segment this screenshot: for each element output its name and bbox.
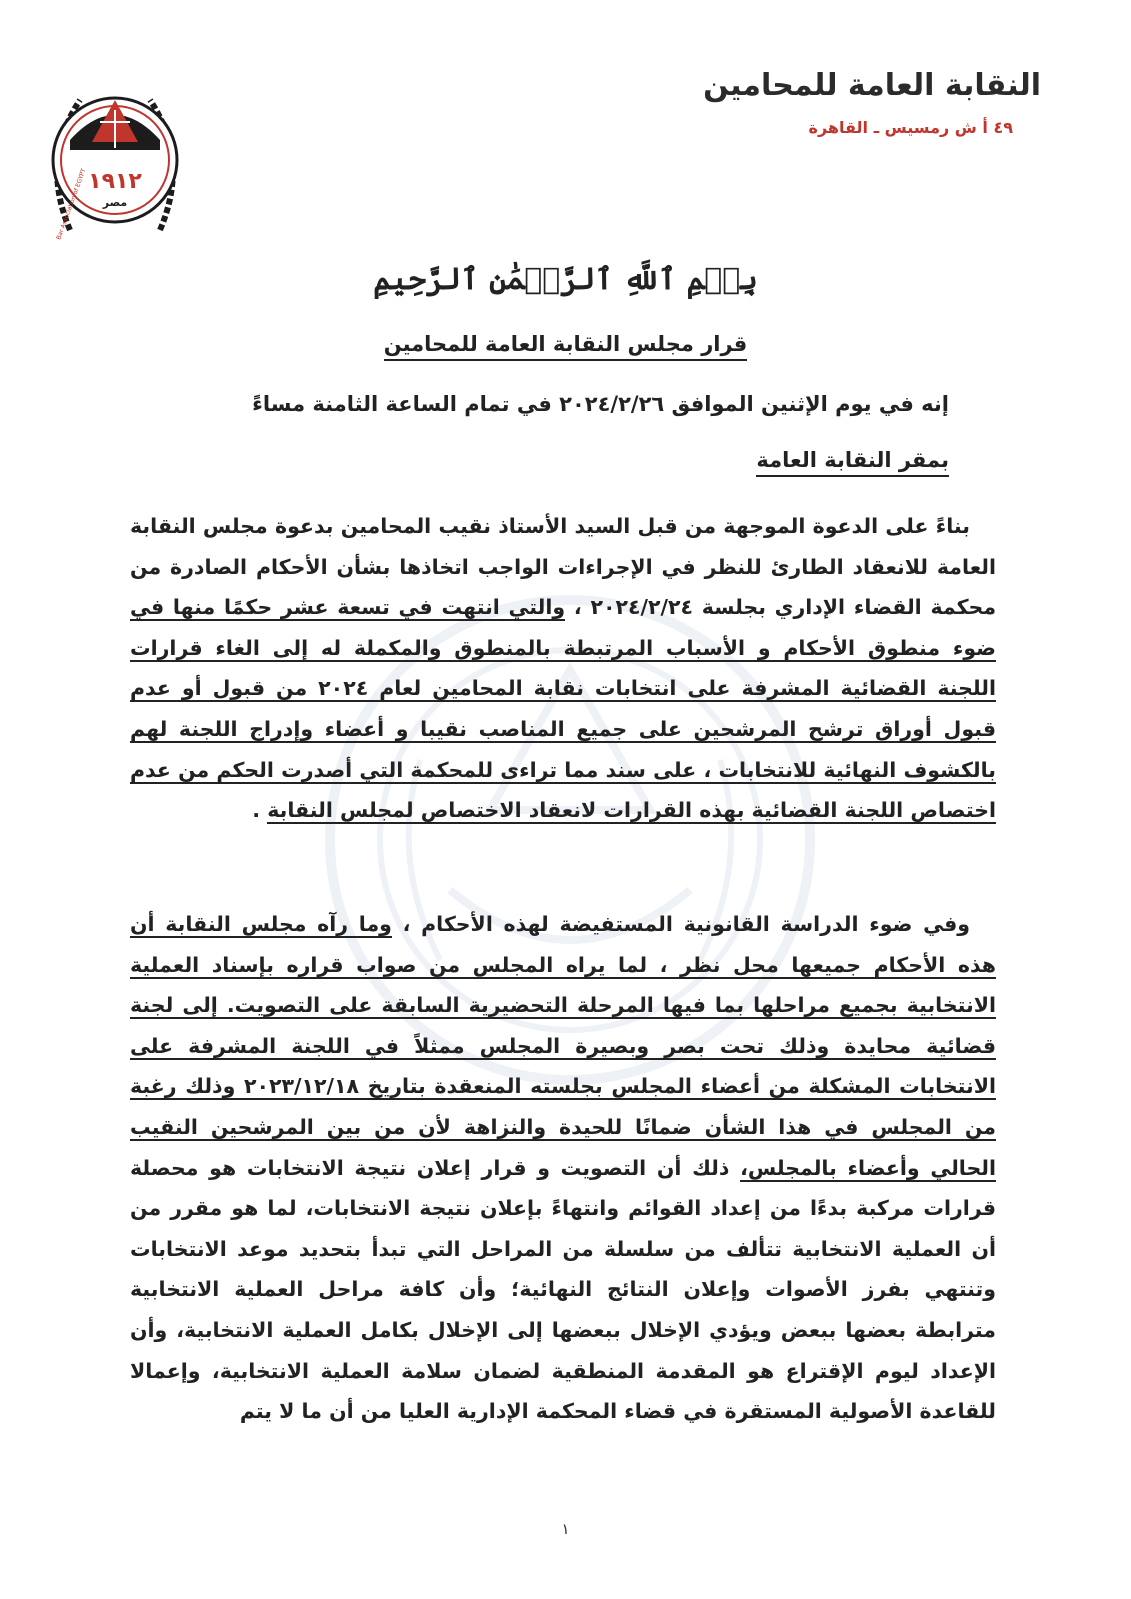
logo-country: مصر [102,196,128,209]
document-title-text: قرار مجلس النقابة العامة للمحامين [384,332,748,361]
logo-year: ١٩١٢ [88,169,142,194]
paragraph-2-rest: ذلك أن التصويت و قرار إعلان نتيجة الانتخابات هو محصلة قرارات مركبة بدءًا من إعداد القوائم وانتهاءً بإعلان نتيجة الانتخابات، لما هو مقرر من أن العملية الانتخابية تتألف من سلسلة من المراحل التي تبدأ بتحديد موعد الانتخابات وتنتهي بفرز الأصوات وإعلان النتائج النهائية؛ وأن كافة مراحل العملية الانتخابية مترابطة بعضها ببعض ويؤدي الإخلال ببعضها إلى الإخلال بكامل العملية الانتخابية، وأن الإعداد ليوم الإقتراع هو المقدمة المنطقية لضمان سلامة العملية الانتخابية، وإعمالا للقاعدة الأصولية المستقرة في قضاء المحكمة الإدارية العليا من أن ما لا يتم [130,1155,996,1424]
meeting-date-line: إنه في يوم الإثنين الموافق ٢٠٢٤/٢/٢٦ في تمام الساعة الثامنة مساءً [252,392,949,416]
paragraph-2 [130,904,996,1432]
organization-name: النقابة العامة للمحامين [703,68,1041,103]
meeting-location [549,448,949,472]
paragraph-2-plain: وفي ضوء الدراسة القانونية المستفيضة لهذه الأحكام ، [391,912,970,936]
paragraph-1-plain: بناءً على الدعوة الموجهة من قبل السيد الأستاذ نقيب المحامين بدعوة مجلس النقابة العامة للانعقاد الطارئ للنظر في الإجراءات الواجب اتخاذها بشأن الأحكام الصادرة من محكمة القضاء الإداري بجلسة ٢٠٢٤/٢/٢٤ ، [130,514,997,620]
basmala: بِسۡمِ ٱللَّهِ ٱلرَّحۡمَٰنِ ٱلرَّحِيمِ [373,262,758,297]
logo-ring-text: Bar Association of EGYPT [55,167,88,241]
meeting-location-text: بمقر النقابة العامة [756,448,949,477]
bar-association-logo [40,70,190,260]
paragraph-1-end: . [252,798,268,823]
paragraph-1-underlined: والتي انتهت في تسعة عشر حكمًا منها في ضوء منطوق الأحكام و الأسباب المرتبطة بالمنطوق والمكملة له إلى الغاء قرارات اللجنة القضائية المشرفة على انتخابات نقابة المحامين لعام ٢٠٢٤ من قبول أو عدم قبول أوراق ترشح المرشحين على جميع المناصب نقيبا و أعضاء وإدراج اللجنة لهم بالكشوف النهائية للانتخابات ، على سند مما تراءى للمحكمة التي أصدرت الحكم من عدم اختصاص اللجنة القضائية بهذه القرارات لانعقاد الاختصاص لمجلس النقابة [130,595,996,823]
document-title [0,332,1131,356]
organization-address: ٤٩ أ ش رمسيس ـ القاهرة [808,118,1013,137]
paragraph-1 [130,506,996,831]
page-number: ١ [561,1520,570,1538]
paragraph-2-underlined: وما رآه مجلس النقابة أن هذه الأحكام جميعها محل نظر ، لما يراه المجلس من صواب قراره بإسناد العملية الانتخابية بجميع مراحلها بما فيها المرحلة التحضيرية السابقة على التصويت. إلى لجنة قضائية محايدة وذلك تحت بصر وبصيرة المجلس ممثلاً في اللجنة المشرفة على الانتخابات المشكلة من أعضاء المجلس بجلسته المنعقدة بتاريخ ٢٠٢٣/١٢/١٨ وذلك رغبة من المجلس في هذا الشأن ضمانًا للحيدة والنزاهة لأن من بين المرشحين النقيب الحالي وأعضاء بالمجلس، [130,912,996,1180]
